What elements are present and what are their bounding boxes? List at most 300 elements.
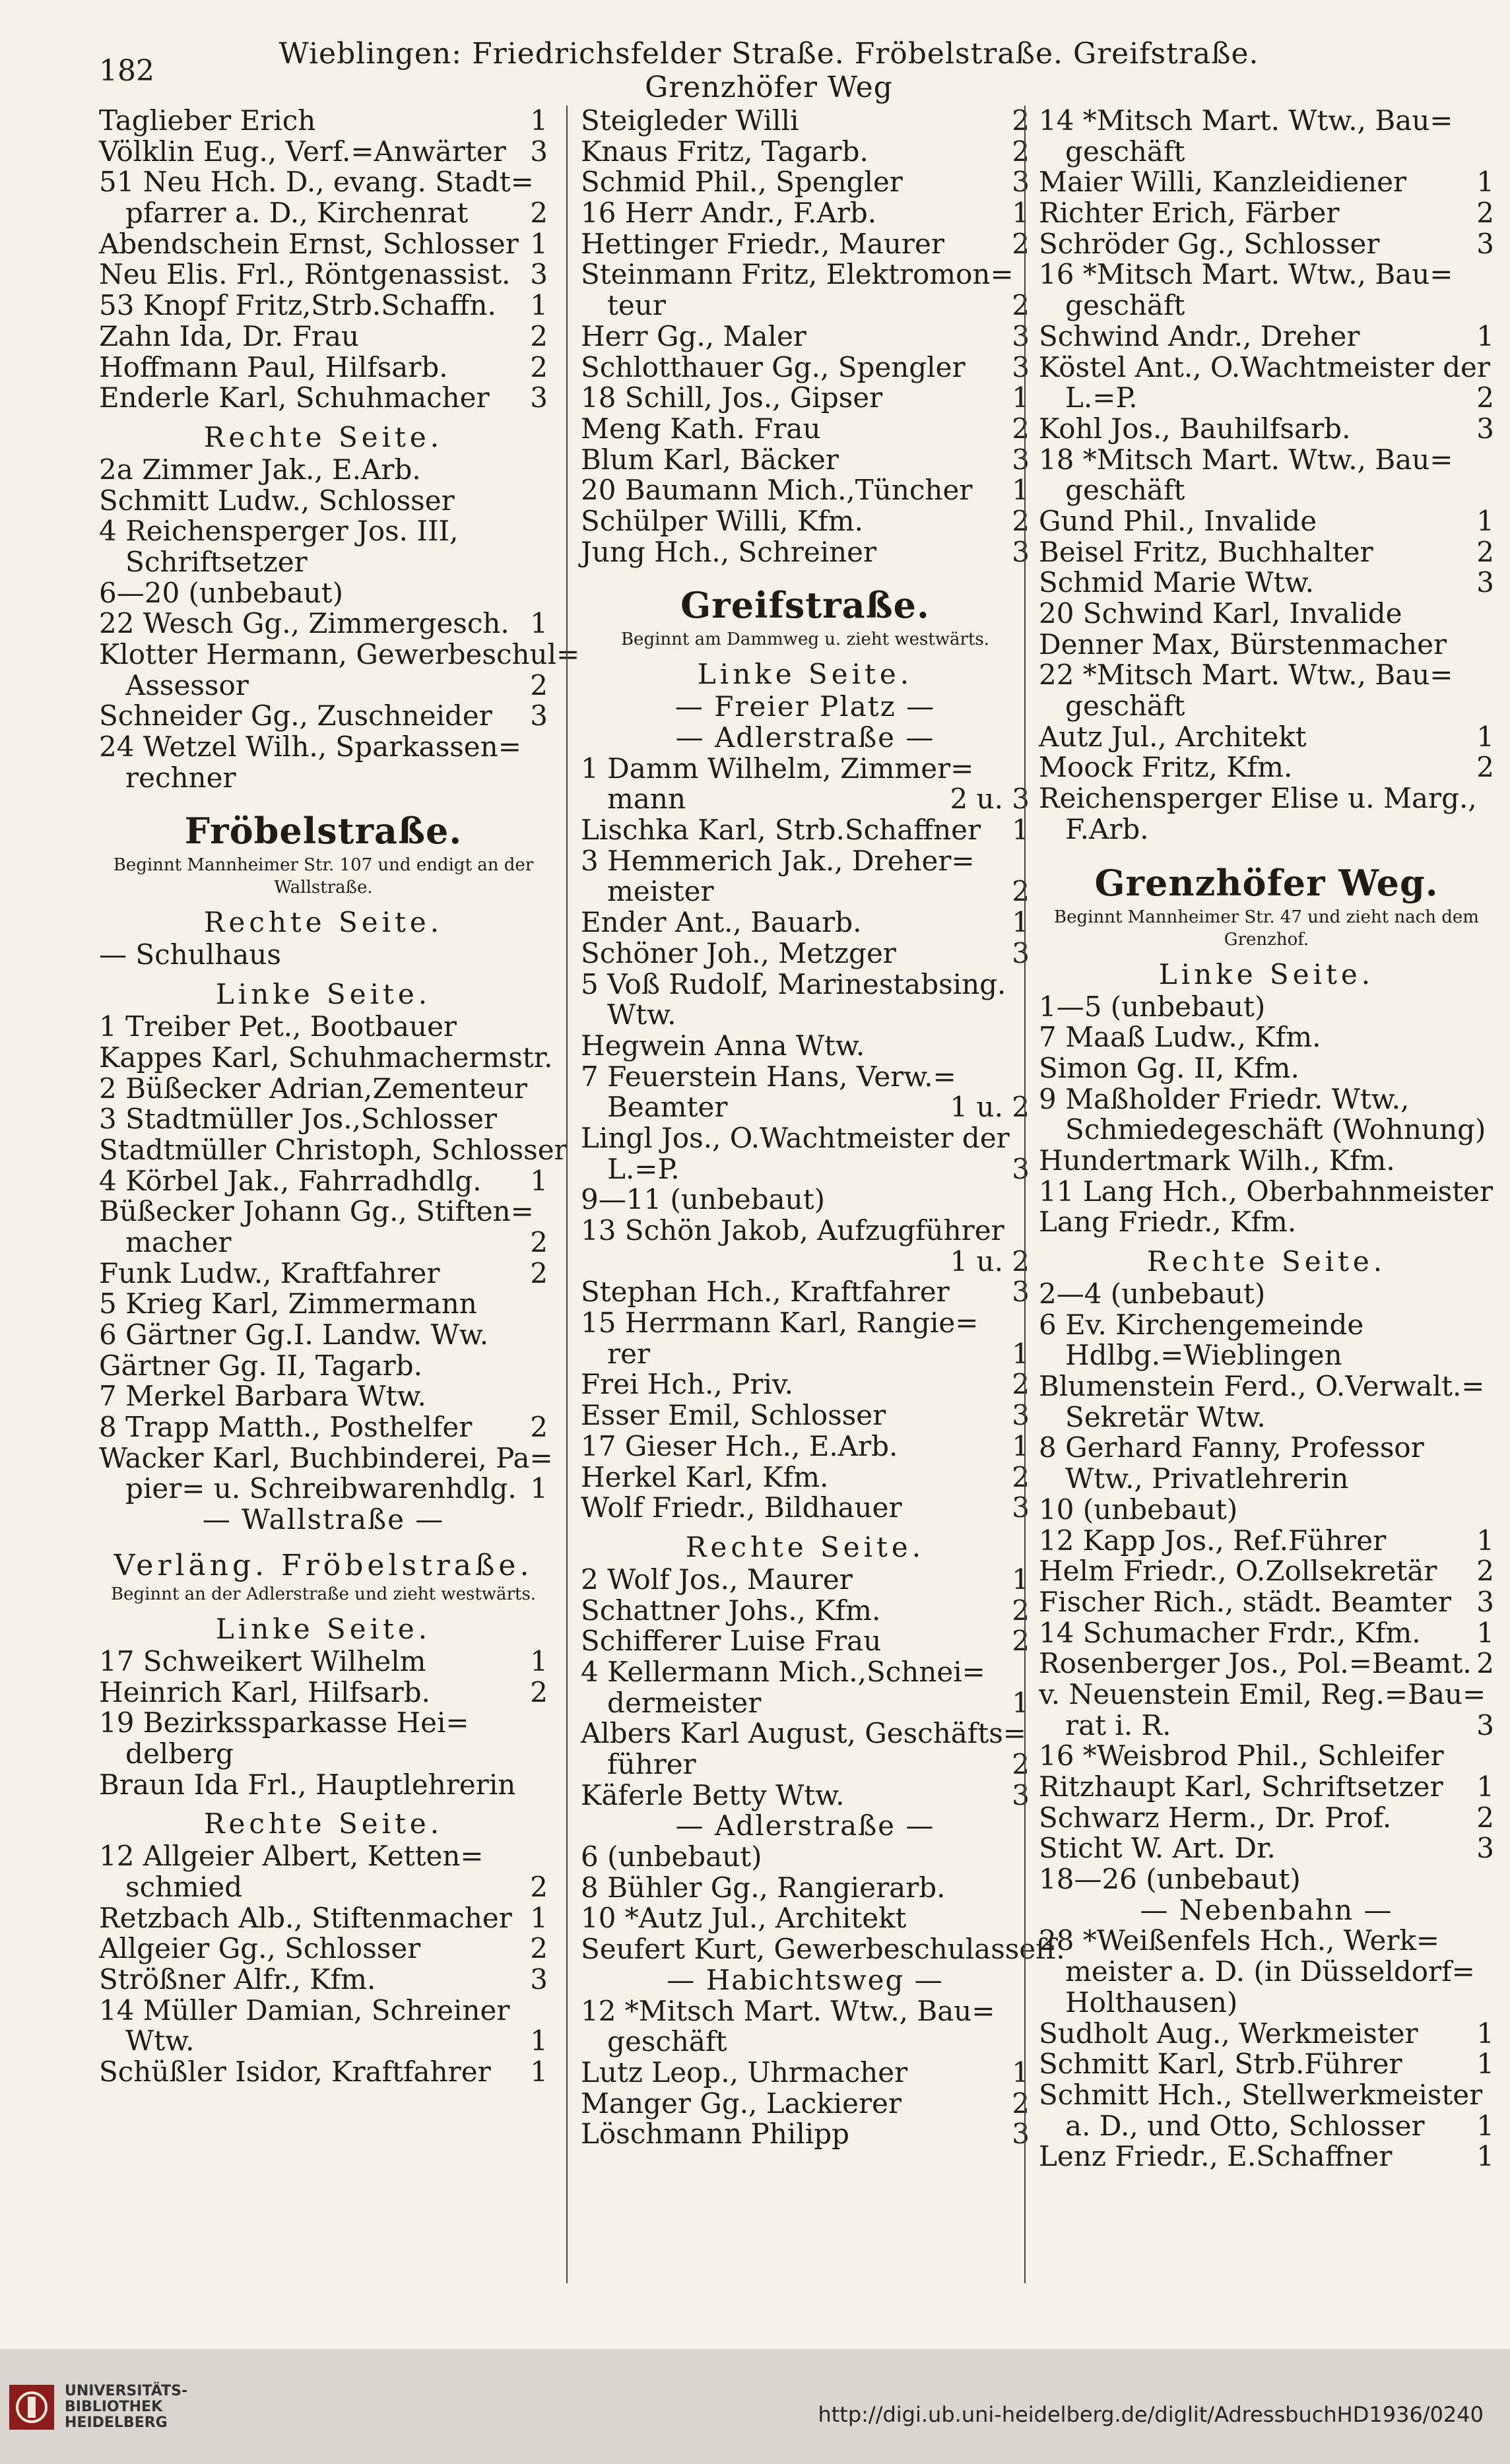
entry-text: meister a. D. (in Düsseldorf=	[1039, 1955, 1475, 1988]
entry-floor-number: 2	[530, 350, 548, 383]
entry-text: pier= u. Schreibwarenhdlg.	[99, 1472, 517, 1505]
entry-text: 9—11 (unbebaut)	[581, 1183, 825, 1216]
freier-platz-label: — Freier Platz —	[674, 690, 936, 723]
directory-entry	[581, 1400, 1030, 1431]
directory-entry	[581, 106, 1030, 137]
entry-text: Meng Kath. Frau	[581, 412, 821, 445]
directory-entry	[581, 1431, 1030, 1462]
entry-floor-number: 2	[1012, 412, 1030, 445]
entry-floor-number: 3	[1012, 1152, 1030, 1185]
street-note: Beginnt Mannheimer Str. 47 und zieht nach dem Grenzhof.	[1054, 907, 1479, 950]
entry-floor-number: 1	[1476, 2017, 1494, 2050]
entry-text: Kappes Karl, Schuhmachermstr.	[99, 1041, 553, 1074]
directory-entry	[1039, 1371, 1494, 1402]
entry-text: Kohl Jos., Bauhilfsarb.	[1039, 412, 1351, 445]
entry-text: 3 Hemmerich Jak., Dreher=	[581, 844, 975, 877]
directory-entry	[99, 1964, 548, 1995]
entry-floor-number: 3	[1012, 1276, 1030, 1309]
entry-floor-number: 2	[1476, 381, 1494, 414]
entry-text: F.Arb.	[1039, 812, 1149, 845]
directory-entry	[99, 1227, 548, 1258]
entry-text: 6—20 (unbebaut)	[99, 576, 343, 609]
entry-text: schmied	[99, 1870, 243, 1903]
directory-entry	[1039, 229, 1494, 260]
entry-text: 4 Reichensperger Jos. III,	[99, 515, 459, 548]
directory-entry	[99, 763, 548, 794]
entry-floor-number: 2	[1012, 1460, 1030, 1493]
street-note: Beginnt an der Adlerstraße und zieht westwärts.	[110, 1584, 537, 1604]
entry-floor-number: 1	[530, 104, 548, 137]
entry-floor-number: 1	[530, 289, 548, 322]
entry-text: geschäft	[1039, 289, 1185, 322]
directory-entry	[99, 1677, 548, 1708]
directory-entry	[1039, 1464, 1494, 1495]
directory-entry	[99, 1104, 548, 1135]
entry-text: 51 Neu Hch. D., evang. Stadt=	[99, 166, 534, 199]
entry-text: Sticht W. Art. Dr.	[1039, 1832, 1276, 1865]
street-heading-grenzhoefer-weg: Grenzhöfer Weg.	[1094, 861, 1439, 904]
directory-entry	[99, 167, 548, 198]
entry-floor-number: 2	[1012, 289, 1030, 322]
entry-text: 11 Lang Hch., Oberbahnmeister	[1039, 1175, 1494, 1208]
entry-text: Schneider Gg., Zuschneider	[99, 699, 492, 732]
directory-entry	[581, 229, 1030, 260]
schulhaus-label: — Schulhaus	[99, 938, 281, 971]
entry-text: geschäft	[1039, 690, 1185, 723]
directory-entry	[581, 2058, 1030, 2089]
entry-floor-number: 1	[1012, 1429, 1030, 1462]
entry-text: 24 Wetzel Wilh., Sparkassen=	[99, 730, 521, 763]
entry-text: Hettinger Friedr., Maurer	[581, 227, 944, 260]
verlaeng-linke-entries	[99, 1646, 548, 1800]
entry-text: Klotter Hermann, Gewerbeschul=	[99, 638, 580, 670]
entry-text: Retzbach Alb., Stiftenmacher	[99, 1901, 512, 1934]
entry-text: Knaus Fritz, Tagarb.	[581, 135, 869, 168]
directory-entry	[581, 1247, 1030, 1278]
directory-entry	[99, 1166, 548, 1197]
entry-text: 20 Schwind Karl, Invalide	[1039, 597, 1402, 630]
entry-floor-number: 1	[530, 1644, 548, 1677]
entry-text: Völklin Eug., Verf.=Anwärter	[99, 135, 506, 168]
directory-entry	[581, 938, 1030, 969]
directory-entry	[99, 1196, 548, 1227]
entry-text: 15 Herrmann Karl, Rangie=	[581, 1307, 979, 1340]
entry-floor-number: 3	[1012, 2118, 1030, 2151]
entry-text: Schröder Gg., Schlosser	[1039, 227, 1380, 260]
entry-floor-number: 1	[1012, 1686, 1030, 1719]
directory-entry	[1039, 1741, 1494, 1772]
directory-entry	[1039, 814, 1494, 845]
directory-entry	[581, 1092, 1030, 1123]
entry-text: Frei Hch., Priv.	[581, 1368, 793, 1401]
entry-text: 4 Kellermann Mich.,Schnei=	[581, 1655, 985, 1688]
directory-entry	[1039, 630, 1494, 661]
directory-entry	[581, 321, 1030, 352]
entry-text: Lenz Friedr., E.Schaffner	[1039, 2140, 1393, 2173]
entry-text: Rosenberger Jos., Pol.=Beamt.	[1039, 1647, 1472, 1680]
logo-line: HEIDELBERG	[65, 2415, 168, 2431]
entry-text: Holthausen)	[1039, 1986, 1238, 2019]
entry-floor-number: 1	[530, 227, 548, 260]
directory-entry	[1039, 567, 1494, 599]
directory-entry	[581, 1277, 1030, 1308]
entry-text: Hegwein Anna Wtw.	[581, 1029, 865, 1062]
directory-entry	[99, 1770, 548, 1801]
entry-text: Helm Friedr., O.Zollsekretär	[1039, 1555, 1437, 1588]
directory-entry	[1039, 2049, 1494, 2080]
entry-text: Schwind Andr., Dreher	[1039, 319, 1360, 352]
directory-entry	[1039, 1710, 1494, 1741]
entry-text: 28 *Weißenfels Hch., Werk=	[1039, 1924, 1440, 1957]
entry-floor-number: 3	[1012, 319, 1030, 352]
entry-floor-number: 3	[1476, 227, 1494, 260]
directory-entry	[581, 1749, 1030, 1780]
directory-entry	[581, 290, 1030, 321]
section-linke-seite: Linke Seite.	[1158, 957, 1375, 990]
directory-entry	[1039, 321, 1494, 352]
entry-floor-number: 2	[1476, 1801, 1494, 1834]
directory-entry	[1039, 1279, 1494, 1310]
entry-floor-number: 1	[1476, 1524, 1494, 1557]
entry-text: Steinmann Fritz, Elektromon=	[581, 258, 1014, 291]
entry-floor-number: 1	[1012, 814, 1030, 847]
directory-entry	[99, 259, 548, 290]
page-number: 182	[99, 53, 154, 88]
entry-text: delberg	[99, 1737, 234, 1770]
entry-text: geschäft	[581, 2025, 727, 2058]
entry-text: Taglieber Erich	[99, 104, 316, 137]
entry-floor-number: 2	[1012, 135, 1030, 168]
street-note: Beginnt Mannheimer Str. 107 und endigt an der Wallstraße.	[113, 855, 534, 898]
directory-entry	[99, 578, 548, 609]
verlaeng-rechte-entries	[99, 1841, 548, 2088]
entry-floor-number: 2	[1012, 1748, 1030, 1780]
directory-entry	[99, 2026, 548, 2057]
entry-floor-number: 3	[1012, 535, 1030, 568]
entry-floor-number: 2	[1012, 104, 1030, 137]
entry-floor-number: 3	[530, 699, 548, 732]
directory-entry	[581, 2119, 1030, 2150]
entry-text: 53 Knopf Fritz,Strb.Schaffn.	[99, 289, 496, 322]
entry-text: 2 Büßecker Adrian,Zementeur	[99, 1072, 527, 1105]
entry-text: Herkel Karl, Kfm.	[581, 1460, 829, 1493]
entry-text: Schmitt Karl, Strb.Führer	[1039, 2048, 1402, 2081]
grenz-rechte-entries	[1039, 1279, 1494, 1895]
entry-floor-number: 2	[1012, 227, 1030, 260]
directory-entry	[99, 455, 548, 486]
directory-entry	[1039, 1084, 1494, 1115]
directory-entry	[99, 2057, 548, 2088]
directory-entry	[99, 1708, 548, 1739]
directory-entry	[99, 1133, 568, 1166]
entry-floor-number: 3	[1012, 166, 1030, 199]
entry-floor-number: 1	[1012, 474, 1030, 507]
greif-rechte-entries-3	[581, 1996, 1030, 2150]
entry-text: 6 Gärtner Gg.I. Landw. Ww.	[99, 1318, 489, 1351]
entry-text: Köstel Ant., O.Wachtmeister der	[1039, 350, 1490, 383]
directory-entry	[1039, 1146, 1494, 1177]
cross-street-nebenbahn: — Nebenbahn —	[1140, 1893, 1393, 1926]
entry-text: Schmid Marie Wtw.	[1039, 566, 1314, 599]
directory-entry	[1039, 1679, 1494, 1710]
directory-entry	[99, 1841, 548, 1872]
entry-floor-number: 2	[530, 1411, 548, 1444]
entry-text: 8 Gerhard Fanny, Professor	[1039, 1431, 1424, 1464]
directory-entry	[581, 969, 1030, 1000]
directory-entry	[581, 876, 1030, 907]
entry-text: Hoffmann Paul, Hilfsarb.	[99, 350, 448, 383]
directory-entry	[1039, 1177, 1494, 1208]
entry-floor-number: 1	[1476, 504, 1494, 537]
directory-entry	[581, 1493, 1030, 1524]
directory-entry	[581, 198, 1030, 229]
entry-floor-number: 2	[1476, 197, 1494, 230]
section-rechte-seite: Rechte Seite.	[1146, 1245, 1387, 1278]
directory-entry	[1039, 1618, 1494, 1649]
entry-floor-number: 1	[1476, 2140, 1494, 2173]
entry-text: Schmiedegeschäft (Wohnung)	[1039, 1113, 1486, 1146]
directory-entry	[1039, 290, 1494, 321]
section-rechte-seite: Rechte Seite.	[203, 906, 443, 939]
directory-entry	[1039, 691, 1494, 722]
directory-entry	[1039, 1310, 1494, 1341]
directory-entry	[581, 445, 1030, 476]
directory-entry	[1039, 1556, 1494, 1587]
entry-text: Hundertmark Wilh., Kfm.	[1039, 1144, 1395, 1177]
directory-entry	[1039, 1433, 1494, 1464]
entry-text: 6 (unbebaut)	[581, 1840, 762, 1873]
entry-text: 5 Voß Rudolf, Marinestabsing.	[581, 967, 1006, 1000]
section-linke-seite: Linke Seite.	[215, 1612, 432, 1645]
entry-text: Lang Friedr., Kfm.	[1039, 1206, 1297, 1239]
entry-text: 2 Wolf Jos., Maurer	[581, 1563, 853, 1596]
directory-entry	[99, 106, 548, 137]
entry-text: Seufert Kurt, Gewerbeschulasseſſ.	[581, 1933, 1065, 1966]
entry-text: a. D., und Otto, Schlosser	[1039, 2109, 1425, 2142]
directory-entry	[1039, 1988, 1494, 2019]
entry-floor-number: 2	[530, 197, 548, 230]
directory-entry	[1039, 992, 1494, 1023]
directory-entry	[99, 137, 548, 168]
directory-entry	[581, 1369, 1030, 1400]
street-note: Beginnt am Dammweg u. zieht westwärts.	[620, 630, 990, 650]
directory-entry	[99, 383, 548, 414]
cross-street-wallstrasse: — Wallstraße —	[202, 1503, 445, 1536]
section-rechte-seite: Rechte Seite.	[685, 1530, 925, 1563]
col3-top-entries	[1039, 106, 1494, 845]
directory-entry	[1039, 2141, 1494, 2172]
entry-text: rer	[581, 1337, 651, 1370]
entry-text: Stephan Hch., Kraftfahrer	[581, 1276, 950, 1309]
entry-text: Gund Phil., Invalide	[1039, 504, 1317, 537]
directory-entry	[99, 1012, 548, 1043]
entry-text: Manger Gg., Lackierer	[581, 2087, 902, 2120]
directory-entry	[1039, 259, 1494, 290]
directory-entry	[99, 547, 548, 578]
directory-entry	[99, 1258, 548, 1289]
entry-text: 7 Maaß Ludw., Kfm.	[1039, 1021, 1321, 1054]
directory-entry	[99, 1412, 548, 1443]
entry-text: Herr Gg., Maler	[581, 319, 806, 352]
entry-text: 18 *Mitsch Mart. Wtw., Bau=	[1039, 443, 1453, 476]
entry-text: 14 *Mitsch Mart. Wtw., Bau=	[1039, 104, 1453, 137]
entry-text: Schüßler Isidor, Kraftfahrer	[99, 2056, 491, 2089]
directory-entry	[581, 1688, 1030, 1719]
directory-entry	[99, 1995, 548, 2026]
directory-entry	[1039, 1402, 1494, 1433]
directory-entry	[581, 846, 1030, 877]
entry-text: Wtw.	[99, 2025, 195, 2058]
directory-entry	[581, 1996, 1030, 2027]
directory-entry	[99, 516, 548, 547]
entry-floor-number: 2	[1012, 1594, 1030, 1627]
entry-text: 2a Zimmer Jak., E.Arb.	[99, 453, 421, 486]
entry-floor-number: 1	[1476, 720, 1494, 753]
directory-entry	[1039, 106, 1494, 137]
directory-entry	[99, 1351, 548, 1382]
entry-text: Fischer Rich., städt. Beamter	[1039, 1585, 1451, 1618]
directory-entry	[581, 1154, 1030, 1185]
entry-floor-number: 1 u. 2	[950, 1245, 1030, 1278]
section-rechte-seite: Rechte Seite.	[203, 420, 443, 453]
entry-floor-number: 1	[1012, 2056, 1030, 2089]
entry-text: rat i. R.	[1039, 1708, 1171, 1741]
entry-text: macher	[99, 1225, 232, 1258]
entry-text: Büßecker Johann Gg., Stiften=	[99, 1195, 534, 1228]
entry-floor-number: 1	[530, 1901, 548, 1934]
directory-entry	[581, 1718, 1030, 1749]
directory-entry	[99, 1933, 548, 1964]
directory-entry	[581, 1216, 1030, 1247]
entry-text: 16 *Mitsch Mart. Wtw., Bau=	[1039, 258, 1453, 291]
entry-floor-number: 2	[1476, 1555, 1494, 1588]
directory-entry	[581, 1596, 1030, 1627]
entry-floor-number: 1	[1476, 166, 1494, 199]
entry-text: Richter Erich, Färber	[1039, 197, 1340, 230]
entry-text: 14 Müller Damian, Schreiner	[99, 1994, 510, 2026]
entry-floor-number: 3	[1012, 1778, 1030, 1811]
entry-floor-number: 1	[1476, 1770, 1494, 1803]
entry-text: 2—4 (unbebaut)	[1039, 1278, 1266, 1310]
col1-rechte-entries	[99, 453, 580, 794]
entry-floor-number: 1 u. 2	[950, 1091, 1030, 1124]
entry-text: Schriftsetzer	[99, 545, 308, 578]
directory-entry	[581, 1657, 1030, 1688]
directory-entry	[581, 383, 1030, 414]
directory-entry	[581, 2026, 1030, 2058]
entry-text: 8 Bühler Gg., Rangierarb.	[581, 1871, 946, 1904]
directory-entry	[581, 907, 1030, 938]
entry-floor-number: 2	[1012, 1625, 1030, 1658]
entry-text: Schwarz Herm., Dr. Prof.	[1039, 1801, 1392, 1834]
entry-text: 22 *Mitsch Mart. Wtw., Bau=	[1039, 659, 1453, 692]
entry-text: Braun Ida Frl., Hauptlehrerin	[99, 1768, 516, 1801]
page-title: Wieblingen: Friedrichsfelder Straße. Fröbelstraße. Greifstraße. Grenzhöfer Weg	[279, 37, 1259, 104]
directory-entry	[99, 1872, 548, 1903]
source-url-link[interactable]: http://digi.ub.uni-heidelberg.de/diglit/AdressbuchHD1936/0240	[818, 2402, 1484, 2427]
entry-text: Assessor	[99, 668, 249, 701]
entry-floor-number: 1	[1476, 2048, 1494, 2081]
entry-text: mann	[581, 783, 686, 816]
entry-floor-number: 3	[1012, 1491, 1030, 1524]
directory-entry	[1039, 2019, 1494, 2050]
directory-entry	[581, 1933, 1065, 1966]
entry-text: Sudholt Aug., Werkmeister	[1039, 2017, 1418, 2050]
entry-text: Schmitt Hch., Stellwerkmeister	[1039, 2078, 1483, 2111]
entry-text: Allgeier Gg., Schlosser	[99, 1932, 421, 1965]
entry-floor-number: 2	[530, 1675, 548, 1708]
entry-text: L.=P.	[1039, 381, 1138, 414]
entry-text: 19 Bezirkssparkasse Hei=	[99, 1706, 469, 1739]
directory-entry	[1039, 137, 1494, 168]
entry-text: meister	[581, 875, 714, 908]
section-rechte-seite: Rechte Seite.	[203, 1807, 443, 1840]
library-logo[interactable]	[8, 2383, 187, 2431]
entry-text: Schlotthauer Gg., Spengler	[581, 350, 966, 383]
entry-text: Enderle Karl, Schuhmacher	[99, 381, 490, 414]
entry-floor-number: 2	[1012, 2087, 1030, 2120]
directory-entry	[581, 754, 1030, 785]
entry-text: Heinrich Karl, Hilfsarb.	[99, 1675, 430, 1708]
directory-entry	[1039, 2080, 1494, 2111]
entry-floor-number: 3	[1012, 350, 1030, 383]
entry-text: dermeister	[581, 1686, 762, 1719]
directory-entry	[581, 537, 1030, 568]
entry-text: Schülper Willi, Kfm.	[581, 504, 863, 537]
directory-entry	[99, 1474, 548, 1505]
entry-text: Beamter	[581, 1091, 728, 1124]
entry-text: 1 Treiber Pet., Bootbauer	[99, 1010, 457, 1043]
entry-text: 5 Krieg Karl, Zimmermann	[99, 1287, 477, 1320]
directory-entry	[99, 1074, 548, 1105]
directory-entry	[581, 1123, 1030, 1154]
cross-street-adlerstrasse: — Adlerstraße —	[675, 721, 935, 754]
entry-text: Neu Elis. Frl., Röntgenassist.	[99, 258, 511, 291]
entry-text: Moock Fritz, Kfm.	[1039, 751, 1293, 784]
directory-entry	[1039, 1587, 1494, 1618]
directory-entry	[1039, 1833, 1494, 1864]
entry-text: 16 *Weisbrod Phil., Schleifer	[1039, 1739, 1444, 1772]
directory-entry	[1039, 783, 1494, 814]
entry-text: 8 Trapp Matth., Posthelfer	[99, 1411, 473, 1444]
entry-floor-number: 1	[530, 2056, 548, 2089]
entry-floor-number: 3	[530, 381, 548, 414]
entry-text: teur	[581, 289, 666, 322]
entry-floor-number: 1	[1476, 319, 1494, 352]
col2-top-entries	[581, 106, 1030, 567]
grenz-rechte-entries-2	[1039, 1926, 1494, 2172]
directory-entry	[99, 701, 548, 732]
entry-text: Schöner Joh., Metzger	[581, 936, 896, 969]
entry-text: pfarrer a. D., Kirchenrat	[99, 197, 469, 230]
entry-floor-number: 2	[530, 319, 548, 352]
col1-top-entries	[99, 106, 548, 414]
directory-entry	[581, 784, 1030, 815]
directory-entry	[99, 290, 548, 321]
greif-rechte-entries-2	[581, 1840, 1065, 1966]
entry-text: Albers Karl August, Geschäfts=	[581, 1717, 1026, 1750]
directory-entry	[99, 1441, 553, 1474]
entry-text: 12 Kapp Jos., Ref.Führer	[1039, 1524, 1387, 1557]
entry-text: Strößner Alfr., Kfm.	[99, 1963, 376, 1995]
directory-entry	[1039, 506, 1494, 537]
entry-text: Sekretär Wtw.	[1039, 1400, 1266, 1433]
entry-text: 4 Körbel Jak., Fahrradhdlg.	[99, 1164, 482, 1197]
entry-text: Jung Hch., Schreiner	[581, 535, 877, 568]
directory-entry	[1039, 1926, 1494, 1957]
cross-street-adlerstrasse: — Adlerstraße —	[675, 1809, 935, 1842]
entry-text: Esser Emil, Schlosser	[581, 1399, 886, 1432]
